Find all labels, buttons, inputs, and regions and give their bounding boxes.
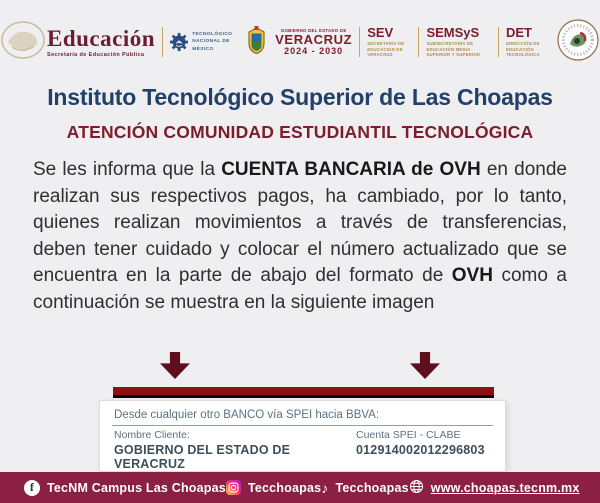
body-bold-cuenta: CUENTA BANCARIA de OVH xyxy=(221,159,481,180)
globe-icon xyxy=(409,479,424,497)
sev-logo: SEV SECRETARÍA DE EDUCACIÓN DE VERACRUZ xyxy=(367,24,405,58)
divider xyxy=(162,27,163,57)
down-arrow-icon xyxy=(160,352,190,379)
divider xyxy=(498,27,499,57)
veracruz-shield-icon xyxy=(245,25,268,60)
body-segment: Se les informa que la xyxy=(33,159,222,180)
instagram-handle xyxy=(226,480,321,495)
tiktok-icon: ♪ xyxy=(321,479,329,496)
client-name-label: Nombre Cliente: xyxy=(114,429,190,441)
body-segment: como a continuación se muestra en la siguiente imagen xyxy=(33,265,567,313)
divider xyxy=(418,27,419,57)
tecnm-wordmark: TECNOLÓGICO NACIONAL DE MÉXICO xyxy=(192,32,233,52)
divider xyxy=(359,27,360,57)
page-title: Instituto Tecnológico Superior de Las Choapas xyxy=(47,84,553,110)
facebook-handle xyxy=(24,480,226,496)
tecnm-gear-icon xyxy=(170,30,188,54)
clabe-value: 012914002012296803 xyxy=(355,443,485,457)
mexico-eagle-seal-icon xyxy=(0,20,46,65)
account-column xyxy=(356,429,491,457)
website-item xyxy=(409,479,580,497)
veracruz-gov-wordmark: GOBIERNO DEL ESTADO DE VERACRUZ 2024 - 2030 xyxy=(275,27,353,57)
client-name-value: GOBIERNO DEL ESTADO DE VERACRUZ xyxy=(114,443,291,471)
semsys-logo: SEMSyS SUBSECRETARÍA DE EDUCACIÓN MEDIA SUPERIOR Y SUPERIOR xyxy=(426,24,481,58)
social-bar xyxy=(0,472,600,503)
instagram-icon xyxy=(226,480,241,495)
logo-bar xyxy=(0,12,600,72)
body-bold-ovh: OVH xyxy=(451,265,493,286)
announcement-text xyxy=(33,157,567,316)
down-arrow-icon xyxy=(410,352,440,379)
tiktok-handle-label: Tecchoapas xyxy=(335,480,409,495)
clabe-label: Cuenta SPEI - CLABE xyxy=(355,429,461,441)
bank-info-row xyxy=(112,426,493,476)
divider-bar xyxy=(113,387,494,398)
client-column xyxy=(114,429,356,471)
bank-info-card xyxy=(100,401,505,471)
instagram-handle-label: Tecchoapas xyxy=(247,480,322,495)
sep-wordmark: Educación xyxy=(47,25,156,51)
sep-educacion-logo xyxy=(47,27,155,58)
tiktok-handle xyxy=(321,481,409,495)
det-logo: DET DIRECCIÓN DE EDUCACIÓN TECNOLÓGICA xyxy=(505,24,540,58)
facebook-icon: f xyxy=(24,480,40,496)
bank-transfer-header: Desde cualquier otro BANCO vía SPEI hacia BBVA: xyxy=(112,408,493,426)
tecnm-logo xyxy=(170,30,238,54)
page-subtitle: ATENCIÓN COMUNIDAD ESTUDIANTIL TECNOLÓGICA xyxy=(66,122,534,142)
body-segment: en donde realizan sus respectivos pagos, ha cambiado, por lo tanto, quienes realizan movimientos a través de transferencias, deben tener cuidado y colocar el número actualizado que se encuentra en la parte de abajo del formato de xyxy=(33,159,567,286)
facebook-handle-label: TecNM Campus Las Choapas xyxy=(47,480,226,495)
website-link: www.choapas.tecnm.mx xyxy=(430,480,580,495)
sep-subtitle: Secretaría de Educación Pública xyxy=(47,51,145,58)
campus-seal-icon xyxy=(556,18,600,67)
